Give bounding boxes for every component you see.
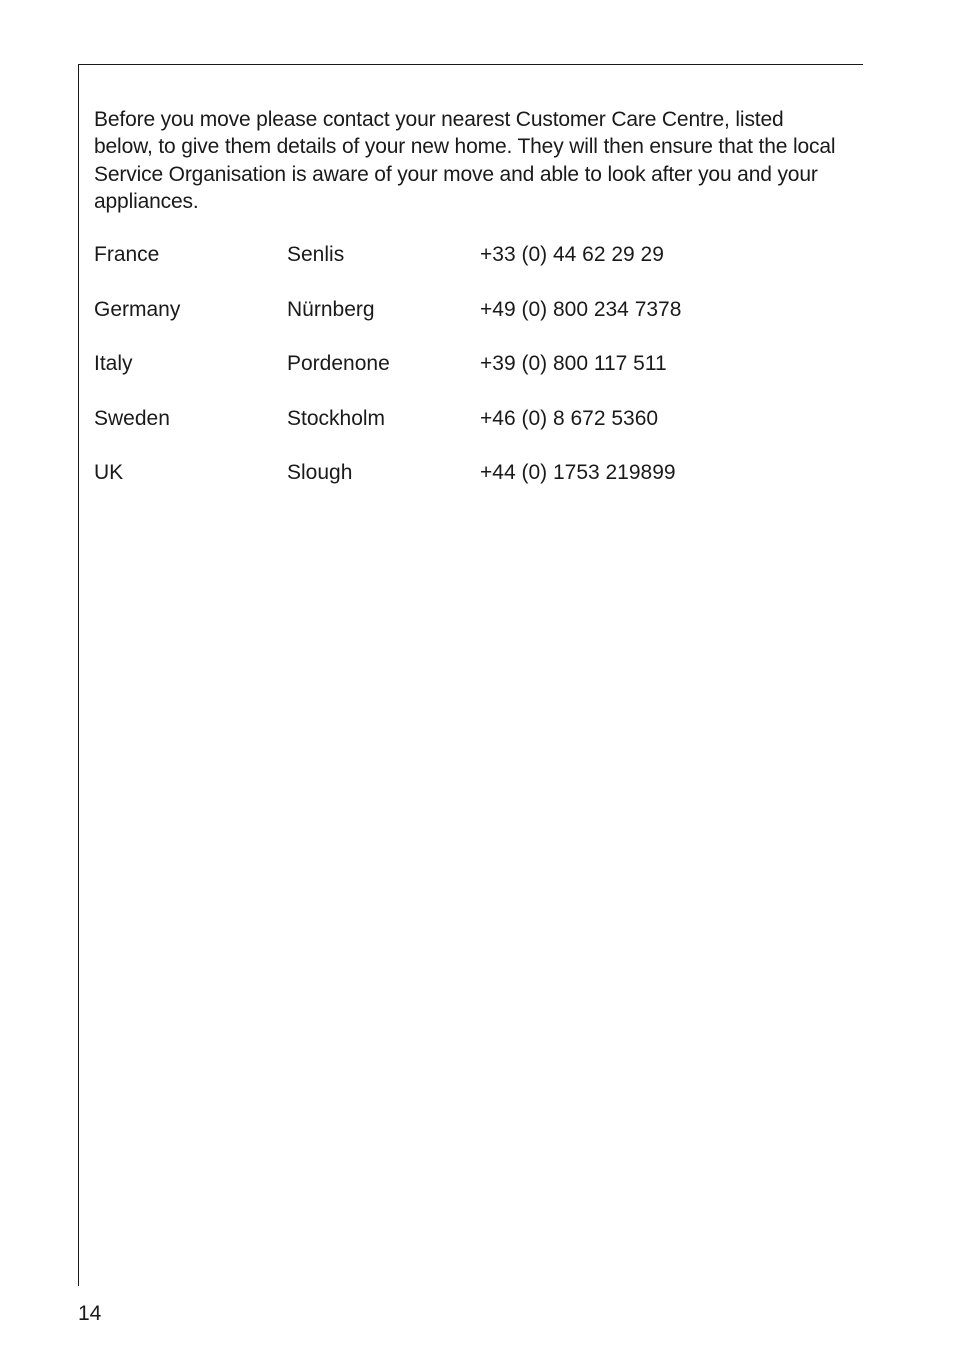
intro-paragraph: Before you move please contact your nearest Customer Care Centre, listed below, to give them details of your new home. They will then ensure that the local Service Organisation is aware of your move and able to look after you and your appliances. (94, 108, 836, 213)
contact-row-uk (94, 459, 794, 514)
page-number: 14 (78, 1302, 102, 1325)
country-name: Italy (94, 352, 133, 376)
city-name: Stockholm (287, 406, 386, 430)
contact-row-italy (94, 350, 794, 405)
city-name: Nürnberg (287, 297, 375, 321)
city-name: Senlis (287, 243, 345, 266)
contact-row-sweden (94, 405, 794, 460)
country-name: Sweden (94, 406, 170, 430)
country-name: UK (94, 461, 124, 485)
phone-number: +44 (0) 1753 219899 (480, 461, 676, 485)
city-name: Pordenone (287, 352, 390, 376)
country-name: Germany (94, 297, 181, 321)
customer-care-contact-list (94, 241, 794, 514)
phone-number: +33 (0) 44 62 29 29 (480, 243, 664, 266)
city-name: Slough (287, 461, 353, 485)
phone-number: +49 (0) 800 234 7378 (480, 297, 682, 321)
contact-row-france (94, 241, 794, 296)
left-rule (78, 64, 79, 1286)
phone-number: +39 (0) 800 117 511 (480, 352, 667, 376)
contact-row-germany (94, 296, 794, 351)
country-name: France (94, 243, 160, 266)
top-rule (78, 64, 863, 65)
phone-number: +46 (0) 8 672 5360 (480, 406, 659, 430)
